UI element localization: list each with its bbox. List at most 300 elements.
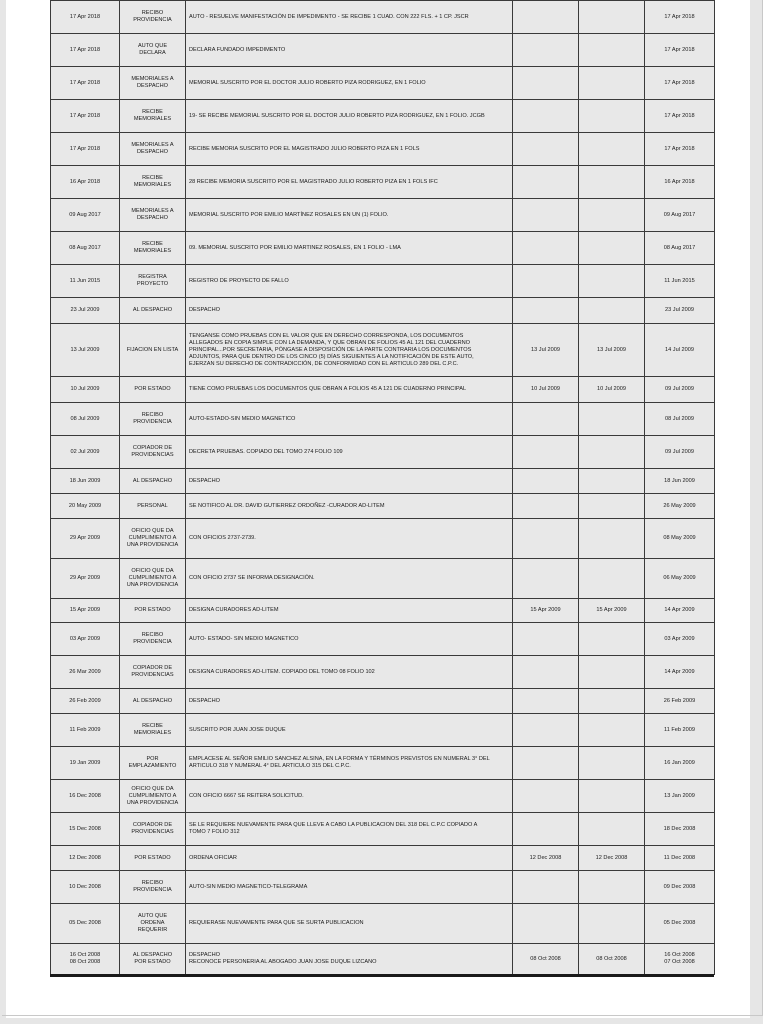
table-row [51,469,715,494]
action-date-cell-line: 08 Oct 2008 [69,959,101,965]
action-date-cell [51,747,120,780]
table-row [51,377,715,403]
annotation-cell [186,403,513,436]
annotation-cell-line: SE NOTIFICO AL DR. DAVID GUTIERREZ ORDOÑEZ -CURADOR AD-LITEM [189,502,385,509]
action-type-cell [120,846,186,871]
table-row [51,324,715,377]
term-start-cell [513,199,579,232]
action-type-cell-line: PROVIDENCIAS [131,829,174,835]
annotation-cell-line: EMPLACESE AL SEÑOR EMILIO SANCHEZ ALSINA, EN LA FORMA Y TÉRMINOS PREVISTOS EN NUMERAL 3° DEL [189,756,490,762]
registration-date-cell [645,133,715,166]
annotation-cell [186,232,513,265]
term-end-cell [579,559,645,599]
action-type-cell [120,34,186,67]
action-type-cell-line: UNA PROVIDENCIA [126,542,179,548]
action-type-cell [120,100,186,133]
registration-date-cell-line: 23 Jul 2009 [665,307,694,313]
registration-date-cell-line: 18 Jun 2009 [664,477,695,484]
registration-date-cell-line: 09 Jul 2009 [665,448,694,455]
term-end-cell [579,67,645,100]
action-date-cell-line: 02 Jul 2009 [70,448,100,455]
annotation-cell [186,436,513,469]
action-date-cell-line: 29 Apr 2009 [69,575,101,581]
action-date-cell-line: 09 Aug 2017 [69,211,101,218]
registration-date-cell-line: 14 Apr 2009 [664,668,695,675]
action-type-cell [120,813,186,846]
action-type-cell [120,747,186,780]
term-end-cell [579,199,645,232]
action-type-cell-line: PROYECTO [136,281,169,287]
action-date-cell [51,599,120,623]
term-end-cell-line: 13 Jul 2009 [597,346,626,353]
term-start-cell-line: 08 Oct 2008 [530,955,561,962]
action-date-cell-line: 12 Dec 2008 [69,854,101,861]
table-row [51,656,715,689]
action-type-cell-line: POR ESTADO [134,854,171,861]
action-date-cell [51,324,120,377]
registration-date-cell-line: 11 Feb 2009 [664,726,695,733]
table-bottom-rule [50,974,714,977]
action-type-cell [120,436,186,469]
registration-date-cell-line: 17 Apr 2018 [664,79,695,86]
annotation-cell-line: REGISTRO DE PROYECTO DE FALLO [189,277,289,284]
term-end-cell [579,265,645,298]
annotation-cell [186,623,513,656]
registration-date-cell [645,469,715,494]
term-start-cell [513,469,579,494]
action-type-cell-line: RECIBE [142,241,163,247]
term-start-cell [513,871,579,904]
annotation-cell-line: 09. MEMORIAL SUSCRITO POR EMILIO MARTINEZ ROSALES, EN 1 FOLIO - LMA [189,244,401,251]
term-start-cell [513,232,579,265]
term-start-cell [513,100,579,133]
action-date-cell [51,813,120,846]
action-type-cell [120,403,186,436]
term-start-cell [513,34,579,67]
term-end-cell [579,599,645,623]
action-type-cell-line: COPIADOR DE [132,822,173,828]
action-date-cell [51,714,120,747]
annotation-cell [186,469,513,494]
actuaciones-table [50,0,715,975]
action-type-cell-line: POR [146,756,159,762]
action-date-cell [51,846,120,871]
annotation-cell-line: SUSCRITO POR JUAN JOSE DUQUE [189,726,286,733]
action-type-cell [120,298,186,324]
term-end-cell-line: 10 Jul 2009 [597,386,626,392]
term-start-cell [513,377,579,403]
registration-date-cell [645,904,715,944]
term-start-cell-line: 15 Apr 2009 [530,607,561,613]
registration-date-cell-line: 11 Dec 2008 [663,854,696,861]
action-type-cell [120,1,186,34]
action-type-cell [120,166,186,199]
registration-date-cell [645,324,715,377]
action-date-cell [51,904,120,944]
table-row [51,403,715,436]
annotation-cell-line: DESIGNA CURADORES AD-LITEM. COPIADO DEL TOMO 08 FOLIO 102 [189,668,375,675]
action-type-cell-line: PROVIDENCIA [133,17,172,23]
registration-date-cell [645,232,715,265]
term-end-cell [579,232,645,265]
annotation-cell-line: AUTO-ESTADO-SIN MEDIO MAGNETICO [189,415,296,422]
action-date-cell [51,199,120,232]
registration-date-cell-line: 17 Apr 2018 [664,145,695,152]
action-type-cell-line: OFICIO QUE DA [131,785,174,792]
annotation-cell-line: 19- SE RECIBE MEMORIAL SUSCRITO POR EL DOCTOR JULIO ROBERTO PIZA RODRIGUEZ, EN 1 FOLIO. JCGB [189,112,485,119]
registration-date-cell-line: 17 Apr 2018 [664,112,695,119]
annotation-cell-line: DESPACHO [189,307,220,313]
registration-date-cell-line: 03 Apr 2009 [664,635,695,642]
annotation-cell [186,599,513,623]
action-date-cell-line: 16 Apr 2018 [69,178,101,185]
action-date-cell-line: 08 Jul 2009 [70,415,100,422]
action-type-cell [120,689,186,714]
term-start-cell [513,813,579,846]
action-type-cell-line: DECLARA [139,50,166,56]
action-type-cell [120,494,186,519]
annotation-cell [186,714,513,747]
action-date-cell [51,377,120,403]
action-date-cell-line: 17 Apr 2018 [69,79,101,86]
registration-date-cell-line: 13 Jan 2009 [664,792,695,799]
action-date-cell [51,871,120,904]
registration-date-cell-line: 06 May 2009 [663,575,696,581]
action-date-cell [51,494,120,519]
term-start-cell [513,780,579,813]
action-type-cell [120,871,186,904]
registration-date-cell [645,599,715,623]
registration-date-cell-line: 07 Oct 2008 [664,959,695,965]
action-type-cell-line: MEMORIALES [133,248,172,254]
action-type-cell [120,324,186,377]
term-start-cell [513,519,579,559]
annotation-cell-line: TOMO 7 FOLIO 312 [189,829,240,835]
table-row [51,904,715,944]
annotation-cell-line: DESPACHO [189,477,220,484]
action-date-cell-line: 05 Dec 2008 [69,920,101,926]
annotation-cell [186,324,513,377]
registration-date-cell-line: 18 Dec 2008 [663,825,696,832]
action-type-cell-line: AL DESPACHO [132,307,173,313]
term-start-cell-line: 13 Jul 2009 [531,346,560,353]
action-date-cell-line: 23 Jul 2009 [70,307,100,313]
annotation-cell [186,67,513,100]
table-row [51,519,715,559]
annotation-cell-line: EJERZAN SU DERECHO DE CONTRADICCIÓN, DE CONFORMIDAD CON EL ARTICULO 289 DEL C.P.C. [189,360,459,367]
action-type-cell-line: MEMORIALES [133,116,172,122]
registration-date-cell [645,67,715,100]
action-type-cell-line: CUMPLIMIENTO A [128,792,177,799]
annotation-cell [186,494,513,519]
registration-date-cell [645,747,715,780]
registration-date-cell [645,656,715,689]
term-start-cell-line: 12 Dec 2008 [529,854,562,861]
term-start-cell [513,904,579,944]
action-date-cell [51,298,120,324]
annotation-cell-line: TENGANSE COMO PRUEBAS CON EL VALOR QUE EN DERECHO CORRESPONDA, LOS DOCUMENTOS [189,332,464,339]
term-start-cell [513,656,579,689]
term-end-cell [579,689,645,714]
action-type-cell-line: MEMORIALES A [131,142,174,148]
table-row [51,34,715,67]
action-date-cell-line: 16 Dec 2008 [69,792,101,799]
registration-date-cell [645,34,715,67]
annotation-cell-line: DESPACHO [189,697,220,704]
action-date-cell-line: 26 Mar 2009 [69,668,101,675]
action-date-cell-line: 11 Feb 2009 [69,726,101,733]
action-date-cell [51,67,120,100]
table-row [51,599,715,623]
action-type-cell-line: COPIADOR DE [132,665,173,671]
registration-date-cell [645,519,715,559]
annotation-cell [186,133,513,166]
annotation-cell [186,377,513,403]
registration-date-cell-line: 09 Aug 2017 [663,211,696,218]
action-type-cell-line: AL DESPACHO [132,477,173,484]
registration-date-cell-line: 14 Apr 2009 [664,607,695,613]
term-end-cell [579,133,645,166]
term-end-cell [579,519,645,559]
action-type-cell [120,656,186,689]
term-end-cell [579,100,645,133]
registration-date-cell [645,780,715,813]
term-start-cell [513,166,579,199]
action-type-cell-line: PROVIDENCIAS [131,452,174,458]
term-end-cell [579,656,645,689]
registration-date-cell-line: 16 Jan 2009 [664,759,695,766]
action-date-cell-line: 26 Feb 2009 [69,697,101,704]
action-type-cell-line: DESPACHO [137,215,168,221]
term-start-cell [513,599,579,623]
registration-date-cell-line: 16 Apr 2018 [664,178,695,185]
term-start-cell [513,944,579,975]
annotation-cell-line: DESIGNA CURADORES AD-LITEM [189,607,279,613]
table-row [51,199,715,232]
annotation-cell-line: ARTICULO 318 Y NUMERAL 4° DEL ARTICULO 315 DEL C.P.C. [189,763,351,769]
action-date-cell [51,944,120,975]
action-date-cell-line: 19 Jan 2009 [69,759,101,766]
action-type-cell [120,377,186,403]
term-start-cell [513,559,579,599]
action-date-cell-line: 17 Apr 2018 [69,13,101,20]
action-date-cell [51,656,120,689]
table-row [51,944,715,975]
term-end-cell [579,871,645,904]
annotation-cell-line: AUTO- ESTADO- SIN MEDIO MAGNETICO [189,635,299,642]
action-type-cell-line: DESPACHO [137,149,168,155]
annotation-cell [186,780,513,813]
action-type-cell [120,599,186,623]
annotation-cell [186,904,513,944]
action-type-cell-line: RECIBE [142,109,163,115]
action-date-cell [51,469,120,494]
annotation-cell [186,34,513,67]
table-row [51,298,715,324]
annotation-cell-line: RECIBE MEMORIA SUSCRITO POR EL MAGISTRADO JULIO ROBERTO PIZA EN 1 FOLS [189,145,420,152]
table-row [51,559,715,599]
registration-date-cell-line: 26 May 2009 [663,502,696,509]
action-type-cell-line: DESPACHO [137,83,168,89]
action-type-cell-line: POR ESTADO [134,959,171,965]
action-date-cell [51,519,120,559]
action-type-cell [120,133,186,166]
registration-date-cell [645,944,715,975]
action-type-cell-line: COPIADOR DE [132,445,173,451]
annotation-cell [186,813,513,846]
action-type-cell-line: REGISTRA [138,274,167,280]
action-type-cell [120,559,186,599]
term-end-cell [579,780,645,813]
registration-date-cell [645,846,715,871]
table-row [51,747,715,780]
action-type-cell [120,199,186,232]
action-date-cell [51,232,120,265]
action-date-cell [51,780,120,813]
action-type-cell-line: UNA PROVIDENCIA [126,799,179,806]
table-row [51,100,715,133]
action-type-cell-line: PROVIDENCIA [133,419,172,425]
term-start-cell [513,298,579,324]
annotation-cell [186,944,513,975]
action-type-cell-line: RECIBO [141,880,164,886]
annotation-cell [186,559,513,599]
term-end-cell [579,166,645,199]
term-start-cell [513,133,579,166]
action-type-cell-line: PROVIDENCIA [133,887,172,893]
term-end-cell [579,944,645,975]
action-date-cell-line: 18 Jun 2009 [69,477,101,484]
annotation-cell [186,846,513,871]
annotation-cell [186,871,513,904]
action-date-cell-line: 20 May 2009 [68,502,102,509]
term-start-cell [513,67,579,100]
action-type-cell-line: CUMPLIMIENTO A [128,535,177,541]
registration-date-cell-line: 17 Apr 2018 [664,46,695,53]
term-end-cell [579,403,645,436]
term-end-cell [579,298,645,324]
term-start-cell [513,265,579,298]
registration-date-cell-line: 09 Dec 2008 [663,883,696,890]
annotation-cell-line: CON OFICIOS 2737-2739. [189,535,256,541]
registration-date-cell-line: 08 May 2009 [663,535,696,541]
annotation-cell-line: 28 RECIBE MEMORIA SUSCRITO POR EL MAGISTRADO JULIO ROBERTO PIZA EN 1 FOLS IFC [189,178,438,185]
annotation-cell-line: AUTO-SIN MEDIO MAGNETICO-TELEGRAMA [189,883,308,890]
action-type-cell [120,519,186,559]
action-type-cell [120,232,186,265]
table-row [51,67,715,100]
action-date-cell-line: 11 Jun 2015 [69,277,101,284]
table-row [51,871,715,904]
registration-date-cell [645,265,715,298]
action-type-cell-line: OFICIO QUE DA [131,528,174,534]
table-row [51,265,715,298]
action-date-cell [51,133,120,166]
action-type-cell-line: CUMPLIMIENTO A [128,575,177,581]
registration-date-cell [645,298,715,324]
action-type-cell [120,904,186,944]
annotation-cell [186,265,513,298]
table-row [51,714,715,747]
term-end-cell [579,494,645,519]
annotation-cell-line: MEMORIAL SUSCRITO POR EL DOCTOR JULIO ROBERTO PIZA RODRIGUEZ, EN 1 FOLIO [189,79,426,86]
registration-date-cell-line: 09 Jul 2009 [665,386,694,392]
action-date-cell [51,166,120,199]
action-type-cell-line: MEMORIALES A [131,76,174,82]
annotation-cell-line: SE LE REQUIERE NUEVAMENTE PARA QUE LLEVE A CABO LA PUBLICACION DEL 318 DEL C.P.C COPIADO A [189,822,478,828]
registration-date-cell [645,166,715,199]
action-date-cell-line: 10 Jul 2009 [70,386,100,392]
registration-date-cell-line: 16 Oct 2008 [664,952,695,958]
action-type-cell-line: ORDENA [140,920,165,926]
registration-date-cell [645,1,715,34]
action-type-cell-line: PROVIDENCIA [133,639,172,645]
annotation-cell-line: CON OFICIO 2737 SE INFORMA DESIGNACIÓN. [189,575,315,581]
action-type-cell [120,944,186,975]
registration-date-cell-line: 05 Dec 2008 [663,920,696,926]
registration-date-cell-line: 08 Jul 2009 [665,415,694,422]
term-start-cell [513,846,579,871]
annotation-cell [186,689,513,714]
term-start-cell [513,1,579,34]
action-type-cell [120,469,186,494]
term-end-cell [579,469,645,494]
action-date-cell [51,559,120,599]
term-end-cell [579,747,645,780]
annotation-cell-line: ORDENA OFICIAR [189,854,237,861]
action-type-cell [120,780,186,813]
action-type-cell-line: MEMORIALES [133,182,172,188]
registration-date-cell-line: 14 Jul 2009 [665,346,694,353]
annotation-cell [186,747,513,780]
action-date-cell-line: 17 Apr 2018 [69,145,101,152]
action-date-cell-line: 16 Oct 2008 [69,952,101,958]
action-type-cell-line: AUTO QUE [137,913,168,919]
action-date-cell [51,1,120,34]
action-type-cell-line: PERSONAL [137,502,168,509]
annotation-cell [186,199,513,232]
term-start-cell [513,623,579,656]
action-date-cell [51,403,120,436]
annotation-cell-line: AUTO - RESUELVE MANIFESTACIÓN DE IMPEDIMENTO - SE RECIBE 1 CUAD. CON 222 FLS. + 1 CP. JSCR [189,13,469,20]
action-type-cell-line: RECIBO [141,412,164,418]
registration-date-cell [645,689,715,714]
annotation-cell-line: MEMORIAL SUSCRITO POR EMILIO MARTÍNEZ ROSALES EN UN (1) FOLIO. [189,211,389,218]
term-start-cell [513,436,579,469]
action-date-cell [51,34,120,67]
annotation-cell-line: REQUIERASE NUEVAMENTE PARA QUE SE SURTA PUBLICACION [189,920,364,926]
action-type-cell-line: EMPLAZAMIENTO [128,763,177,769]
annotation-cell [186,100,513,133]
table-row [51,1,715,34]
action-type-cell-line: POR ESTADO [134,386,171,392]
action-date-cell-line: 15 Dec 2008 [69,825,101,832]
annotation-cell-line: ALLEGADOS EN COPIA SIMPLE CON LA DEMANDA, Y QUE OBRAN DE FOLIOS 45 AL 121 DEL CUADERNO [189,339,471,346]
term-end-cell [579,623,645,656]
table-row [51,133,715,166]
action-type-cell-line: FIJACION EN LISTA [126,346,179,353]
action-date-cell-line: 15 Apr 2009 [69,607,101,613]
annotation-cell-line: ADJUNTOS, PARA QUE DENTRO DE LOS CINCO (5) DÍAS SIGUIENTES A LA NOTIFICACIÓN DE ESTE AUTO, [189,353,474,360]
action-type-cell-line: AUTO QUE [137,43,168,49]
registration-date-cell [645,403,715,436]
term-end-cell [579,846,645,871]
action-type-cell-line: RECIBE [142,175,163,181]
action-type-cell [120,265,186,298]
table-row [51,813,715,846]
registration-date-cell-line: 11 Jun 2015 [664,277,695,284]
annotation-cell-line: DECRETA PRUEBAS. COPIADO DEL TOMO 274 FOLIO 109 [189,448,343,455]
